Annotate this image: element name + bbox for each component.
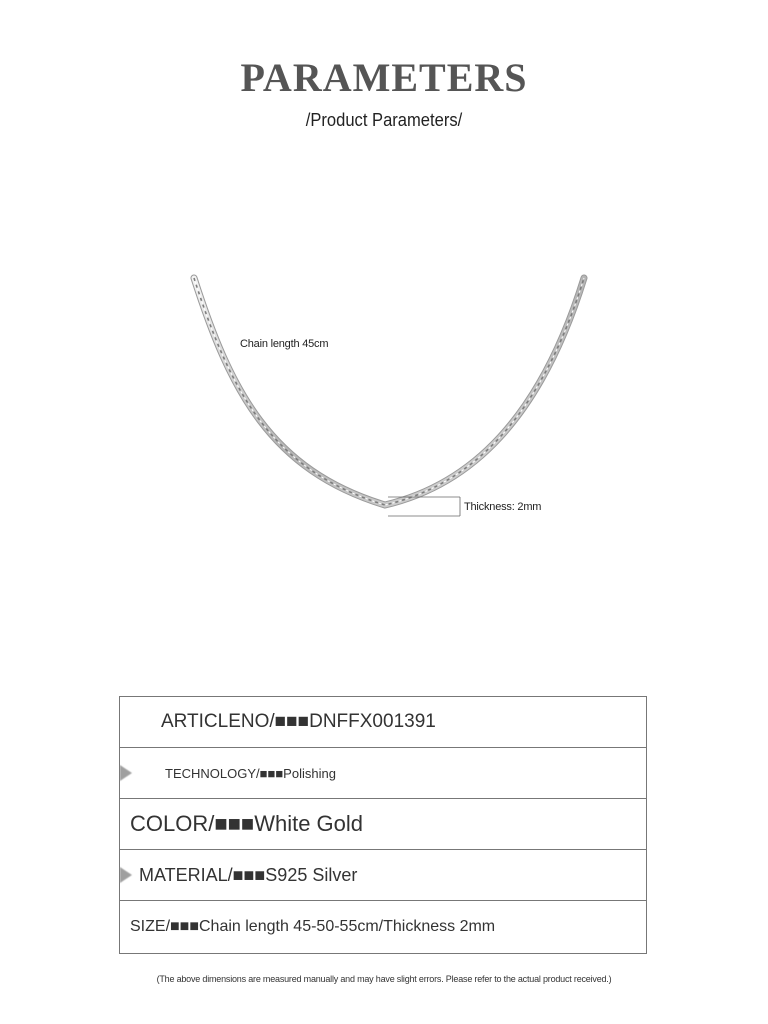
spec-row-color [120, 799, 646, 850]
arrow-icon [120, 867, 132, 883]
footer-note: (The above dimensions are measured manually and may have slight errors. Please refer to the actual product received.) [156, 974, 612, 984]
chain-length-label: Chain length 45cm [240, 338, 329, 350]
thickness-label: Thickness: 2mm [464, 501, 542, 513]
spec-technology: TECHNOLOGY/■■■Polishing [165, 765, 336, 781]
spec-row-material [120, 850, 646, 901]
spec-color: COLOR/■■■White Gold [130, 811, 364, 836]
spec-row-article-no [120, 697, 646, 748]
page-title: PARAMETERS [240, 55, 528, 100]
spec-material: MATERIAL/■■■S925 Silver [139, 864, 358, 885]
page-subtitle: /Product Parameters/ [305, 110, 463, 130]
arrow-icon [120, 765, 132, 781]
spec-size: SIZE/■■■Chain length 45-50-55cm/Thickness 2mm [130, 918, 496, 935]
spec-row-technology [120, 748, 646, 799]
spec-row-size [120, 901, 646, 953]
spec-article-no: ARTICLENO/■■■DNFFX001391 [161, 711, 436, 732]
product-image-area [0, 260, 768, 540]
necklace-image [0, 260, 768, 540]
spec-table [119, 696, 647, 954]
